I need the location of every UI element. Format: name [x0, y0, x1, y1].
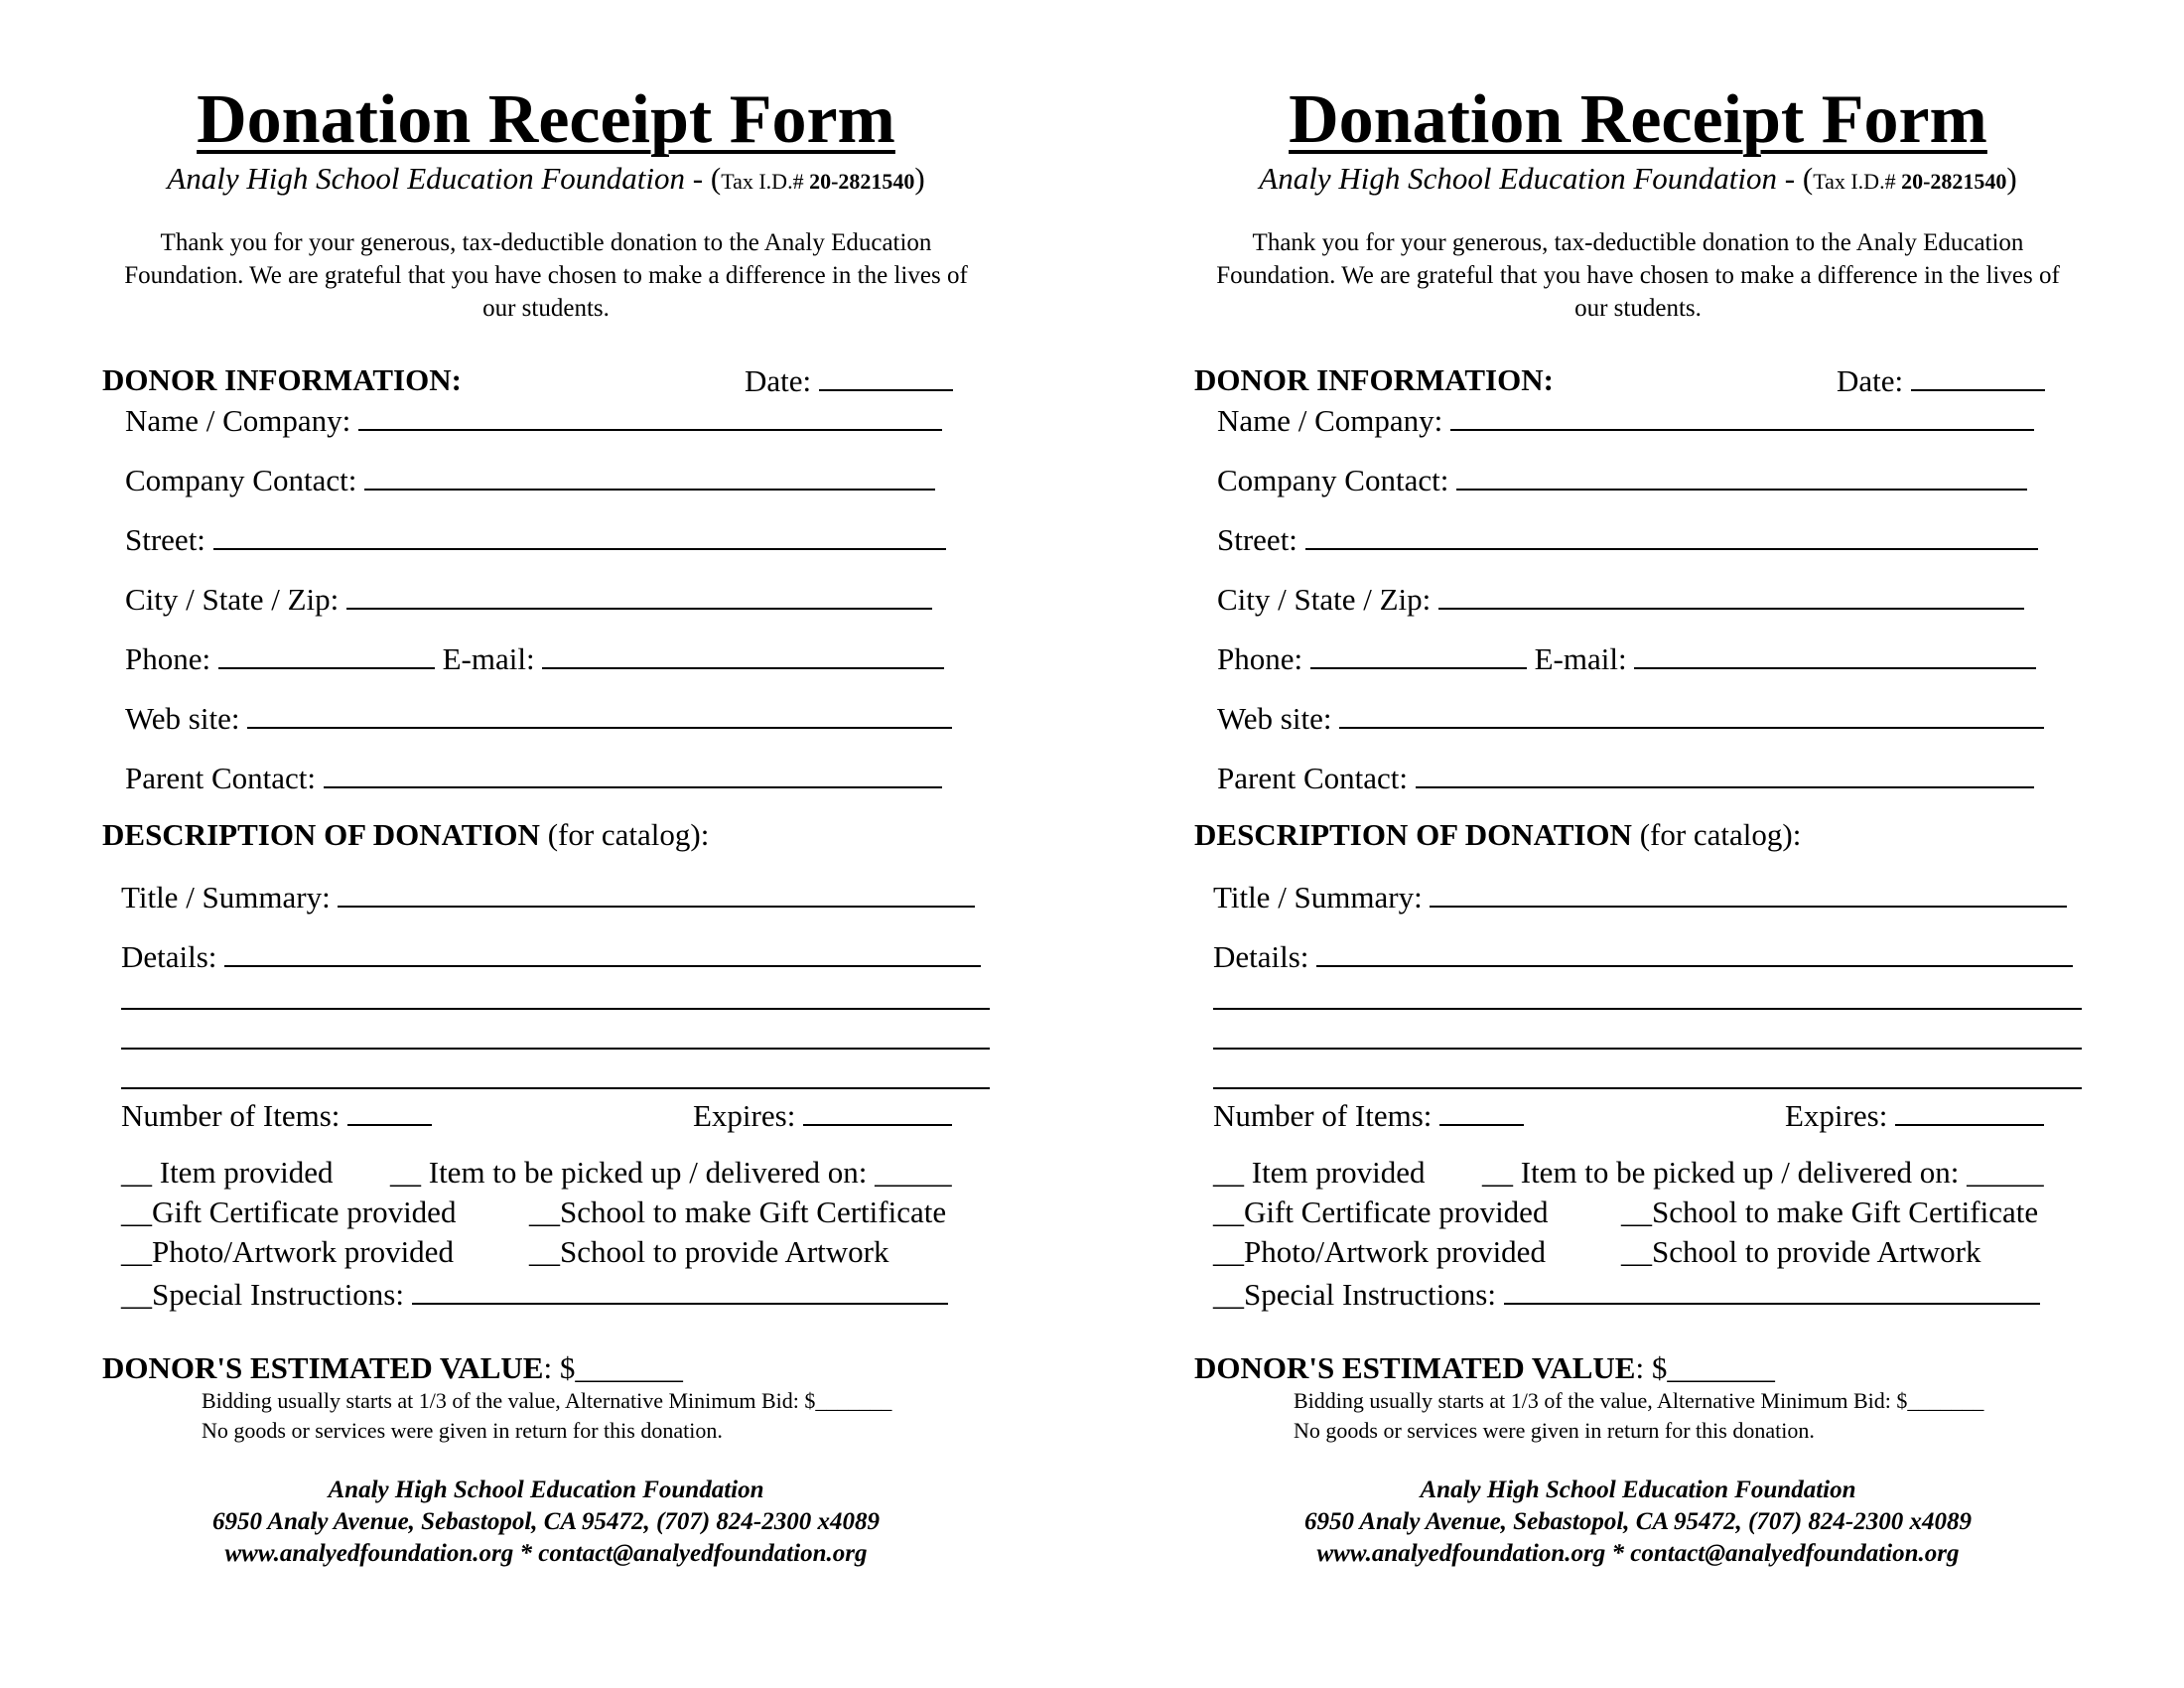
details-line-2[interactable] [121, 1008, 990, 1010]
no-goods-note: No goods or services were given in return for this donation. [202, 1418, 723, 1443]
contact-label: Company Contact: [125, 463, 365, 497]
details-label: Details: [1213, 939, 1317, 974]
option-school-gift-certificate[interactable]: __School to make Gift Certificate [529, 1195, 947, 1229]
desc-note: (for catalog): [539, 817, 710, 852]
option-school-gift-certificate[interactable]: __School to make Gift Certificate [1621, 1195, 2039, 1229]
website-field[interactable] [1217, 700, 2044, 734]
bidding-note: Bidding usually starts at 1/3 of the value, Alternative Minimum Bid: $_______ [1294, 1388, 1984, 1413]
option-photo-artwork-provided[interactable]: __Photo/Artwork provided [121, 1234, 454, 1269]
name-company-field[interactable] [1217, 402, 2034, 436]
details-line-2[interactable] [1213, 1008, 2082, 1010]
form-title: Donation Receipt Form [1289, 81, 1987, 158]
date-label: Date: [745, 363, 819, 398]
option-special-instructions[interactable] [121, 1276, 948, 1310]
parent-contact-field[interactable] [125, 760, 942, 793]
expires-field[interactable] [1785, 1097, 2044, 1131]
title-summary-field[interactable] [121, 879, 975, 913]
details-line-4[interactable] [1213, 1087, 2082, 1089]
date-field[interactable] [1837, 362, 2045, 396]
city-label: City / State / Zip: [125, 582, 347, 617]
email-label: E-mail: [442, 641, 543, 676]
donation-form-left [0, 0, 1032, 1688]
option-gift-certificate-provided[interactable]: __Gift Certificate provided [1213, 1195, 1549, 1229]
city-state-zip-field[interactable] [1217, 581, 2024, 615]
paren-close: ) [2006, 161, 2017, 196]
tax-label: Tax I.D.# [721, 169, 810, 194]
parent-contact-field[interactable] [1217, 760, 2034, 793]
estimated-value-field[interactable] [102, 1352, 683, 1383]
description-heading [102, 819, 709, 850]
city-state-zip-field[interactable] [125, 581, 932, 615]
option-pickup-delivered[interactable]: __ Item to be picked up / delivered on: _____ [1482, 1155, 2044, 1190]
footer-org: Analy High School Education Foundation [328, 1477, 764, 1503]
expires-label: Expires: [1785, 1098, 1896, 1133]
details-field[interactable] [1213, 938, 2073, 972]
option-item-provided[interactable]: __ Item provided [121, 1155, 334, 1190]
details-field[interactable] [121, 938, 981, 972]
number-of-items-field[interactable] [1213, 1097, 1524, 1131]
details-line-3[interactable] [1213, 1048, 2082, 1050]
items-label: Number of Items: [1213, 1098, 1440, 1133]
date-label: Date: [1837, 363, 1911, 398]
value-heading: DONOR'S ESTIMATED VALUE [102, 1350, 544, 1385]
date-field[interactable] [745, 362, 953, 396]
no-goods-note: No goods or services were given in return for this donation. [1294, 1418, 1815, 1443]
expires-label: Expires: [693, 1098, 804, 1133]
name-company-field[interactable] [125, 402, 942, 436]
thank-you-text: Thank you for your generous, tax-deductible donation to the Analy Education Foundation. We are grateful that you have chosen to make a difference in the lives of our students. [124, 229, 968, 322]
title-label: Title / Summary: [121, 880, 339, 914]
footer-contact: www.analyedfoundation.org * contact@analyedfoundation.org [224, 1540, 868, 1567]
desc-heading-bold: DESCRIPTION OF DONATION [102, 817, 540, 852]
email-label: E-mail: [1534, 641, 1635, 676]
special-label: __Special Instructions: [121, 1277, 412, 1312]
donation-form-right [1092, 0, 2124, 1688]
parent-label: Parent Contact: [125, 761, 324, 795]
form-title: Donation Receipt Form [197, 81, 895, 158]
tax-id: 20-2821540 [1901, 169, 2007, 194]
company-contact-field[interactable] [1217, 462, 2027, 495]
company-contact-field[interactable] [125, 462, 935, 495]
details-line-3[interactable] [121, 1048, 990, 1050]
name-label: Name / Company: [125, 403, 359, 438]
paren-close: ) [914, 161, 925, 196]
tax-label: Tax I.D.# [1813, 169, 1902, 194]
donor-info-heading: DONOR INFORMATION: [1194, 362, 1554, 397]
website-field[interactable] [125, 700, 952, 734]
thank-you-text: Thank you for your generous, tax-deductible donation to the Analy Education Foundation. We are grateful that you have chosen to make a difference in the lives of our students. [1216, 229, 2060, 322]
paren-open: ( [710, 161, 722, 196]
option-item-provided[interactable]: __ Item provided [1213, 1155, 1426, 1190]
contact-label: Company Contact: [1217, 463, 1457, 497]
form-subtitle [0, 162, 1092, 196]
title-label: Title / Summary: [1213, 880, 1431, 914]
city-label: City / State / Zip: [1217, 582, 1439, 617]
phone-label: Phone: [1217, 641, 1310, 676]
phone-email-field[interactable] [125, 640, 944, 674]
org-name: Analy High School Education Foundation - [167, 161, 711, 196]
option-gift-certificate-provided[interactable]: __Gift Certificate provided [121, 1195, 457, 1229]
form-subtitle [1092, 162, 2184, 196]
name-label: Name / Company: [1217, 403, 1451, 438]
org-name: Analy High School Education Foundation - [1259, 161, 1803, 196]
value-heading: DONOR'S ESTIMATED VALUE [1194, 1350, 1636, 1385]
desc-note: (for catalog): [1631, 817, 1802, 852]
street-label: Street: [1217, 522, 1305, 557]
value-suffix: : $_______ [543, 1350, 683, 1385]
footer-org: Analy High School Education Foundation [1420, 1477, 1856, 1503]
details-label: Details: [121, 939, 225, 974]
street-field[interactable] [1217, 521, 2038, 555]
number-of-items-field[interactable] [121, 1097, 432, 1131]
title-summary-field[interactable] [1213, 879, 2067, 913]
description-heading [1194, 819, 1801, 850]
special-label: __Special Instructions: [1213, 1277, 1504, 1312]
footer-address: 6950 Analy Avenue, Sebastopol, CA 95472, (707) 824-2300 x4089 [212, 1508, 880, 1535]
estimated-value-field[interactable] [1194, 1352, 1775, 1383]
items-label: Number of Items: [121, 1098, 348, 1133]
footer-contact: www.analyedfoundation.org * contact@analyedfoundation.org [1316, 1540, 1960, 1567]
footer-address: 6950 Analy Avenue, Sebastopol, CA 95472, (707) 824-2300 x4089 [1304, 1508, 1972, 1535]
expires-field[interactable] [693, 1097, 952, 1131]
paren-open: ( [1802, 161, 1814, 196]
option-school-artwork[interactable]: __School to provide Artwork [1621, 1234, 1981, 1269]
parent-label: Parent Contact: [1217, 761, 1416, 795]
option-photo-artwork-provided[interactable]: __Photo/Artwork provided [1213, 1234, 1546, 1269]
web-label: Web site: [125, 701, 248, 736]
bidding-note: Bidding usually starts at 1/3 of the value, Alternative Minimum Bid: $_______ [202, 1388, 892, 1413]
desc-heading-bold: DESCRIPTION OF DONATION [1194, 817, 1632, 852]
option-special-instructions[interactable] [1213, 1276, 2040, 1310]
donor-info-heading: DONOR INFORMATION: [102, 362, 462, 397]
web-label: Web site: [1217, 701, 1340, 736]
option-pickup-delivered[interactable]: __ Item to be picked up / delivered on: _____ [390, 1155, 952, 1190]
street-label: Street: [125, 522, 213, 557]
tax-id: 20-2821540 [809, 169, 915, 194]
value-suffix: : $_______ [1635, 1350, 1775, 1385]
phone-label: Phone: [125, 641, 218, 676]
street-field[interactable] [125, 521, 946, 555]
details-line-4[interactable] [121, 1087, 990, 1089]
option-school-artwork[interactable]: __School to provide Artwork [529, 1234, 889, 1269]
phone-email-field[interactable] [1217, 640, 2036, 674]
